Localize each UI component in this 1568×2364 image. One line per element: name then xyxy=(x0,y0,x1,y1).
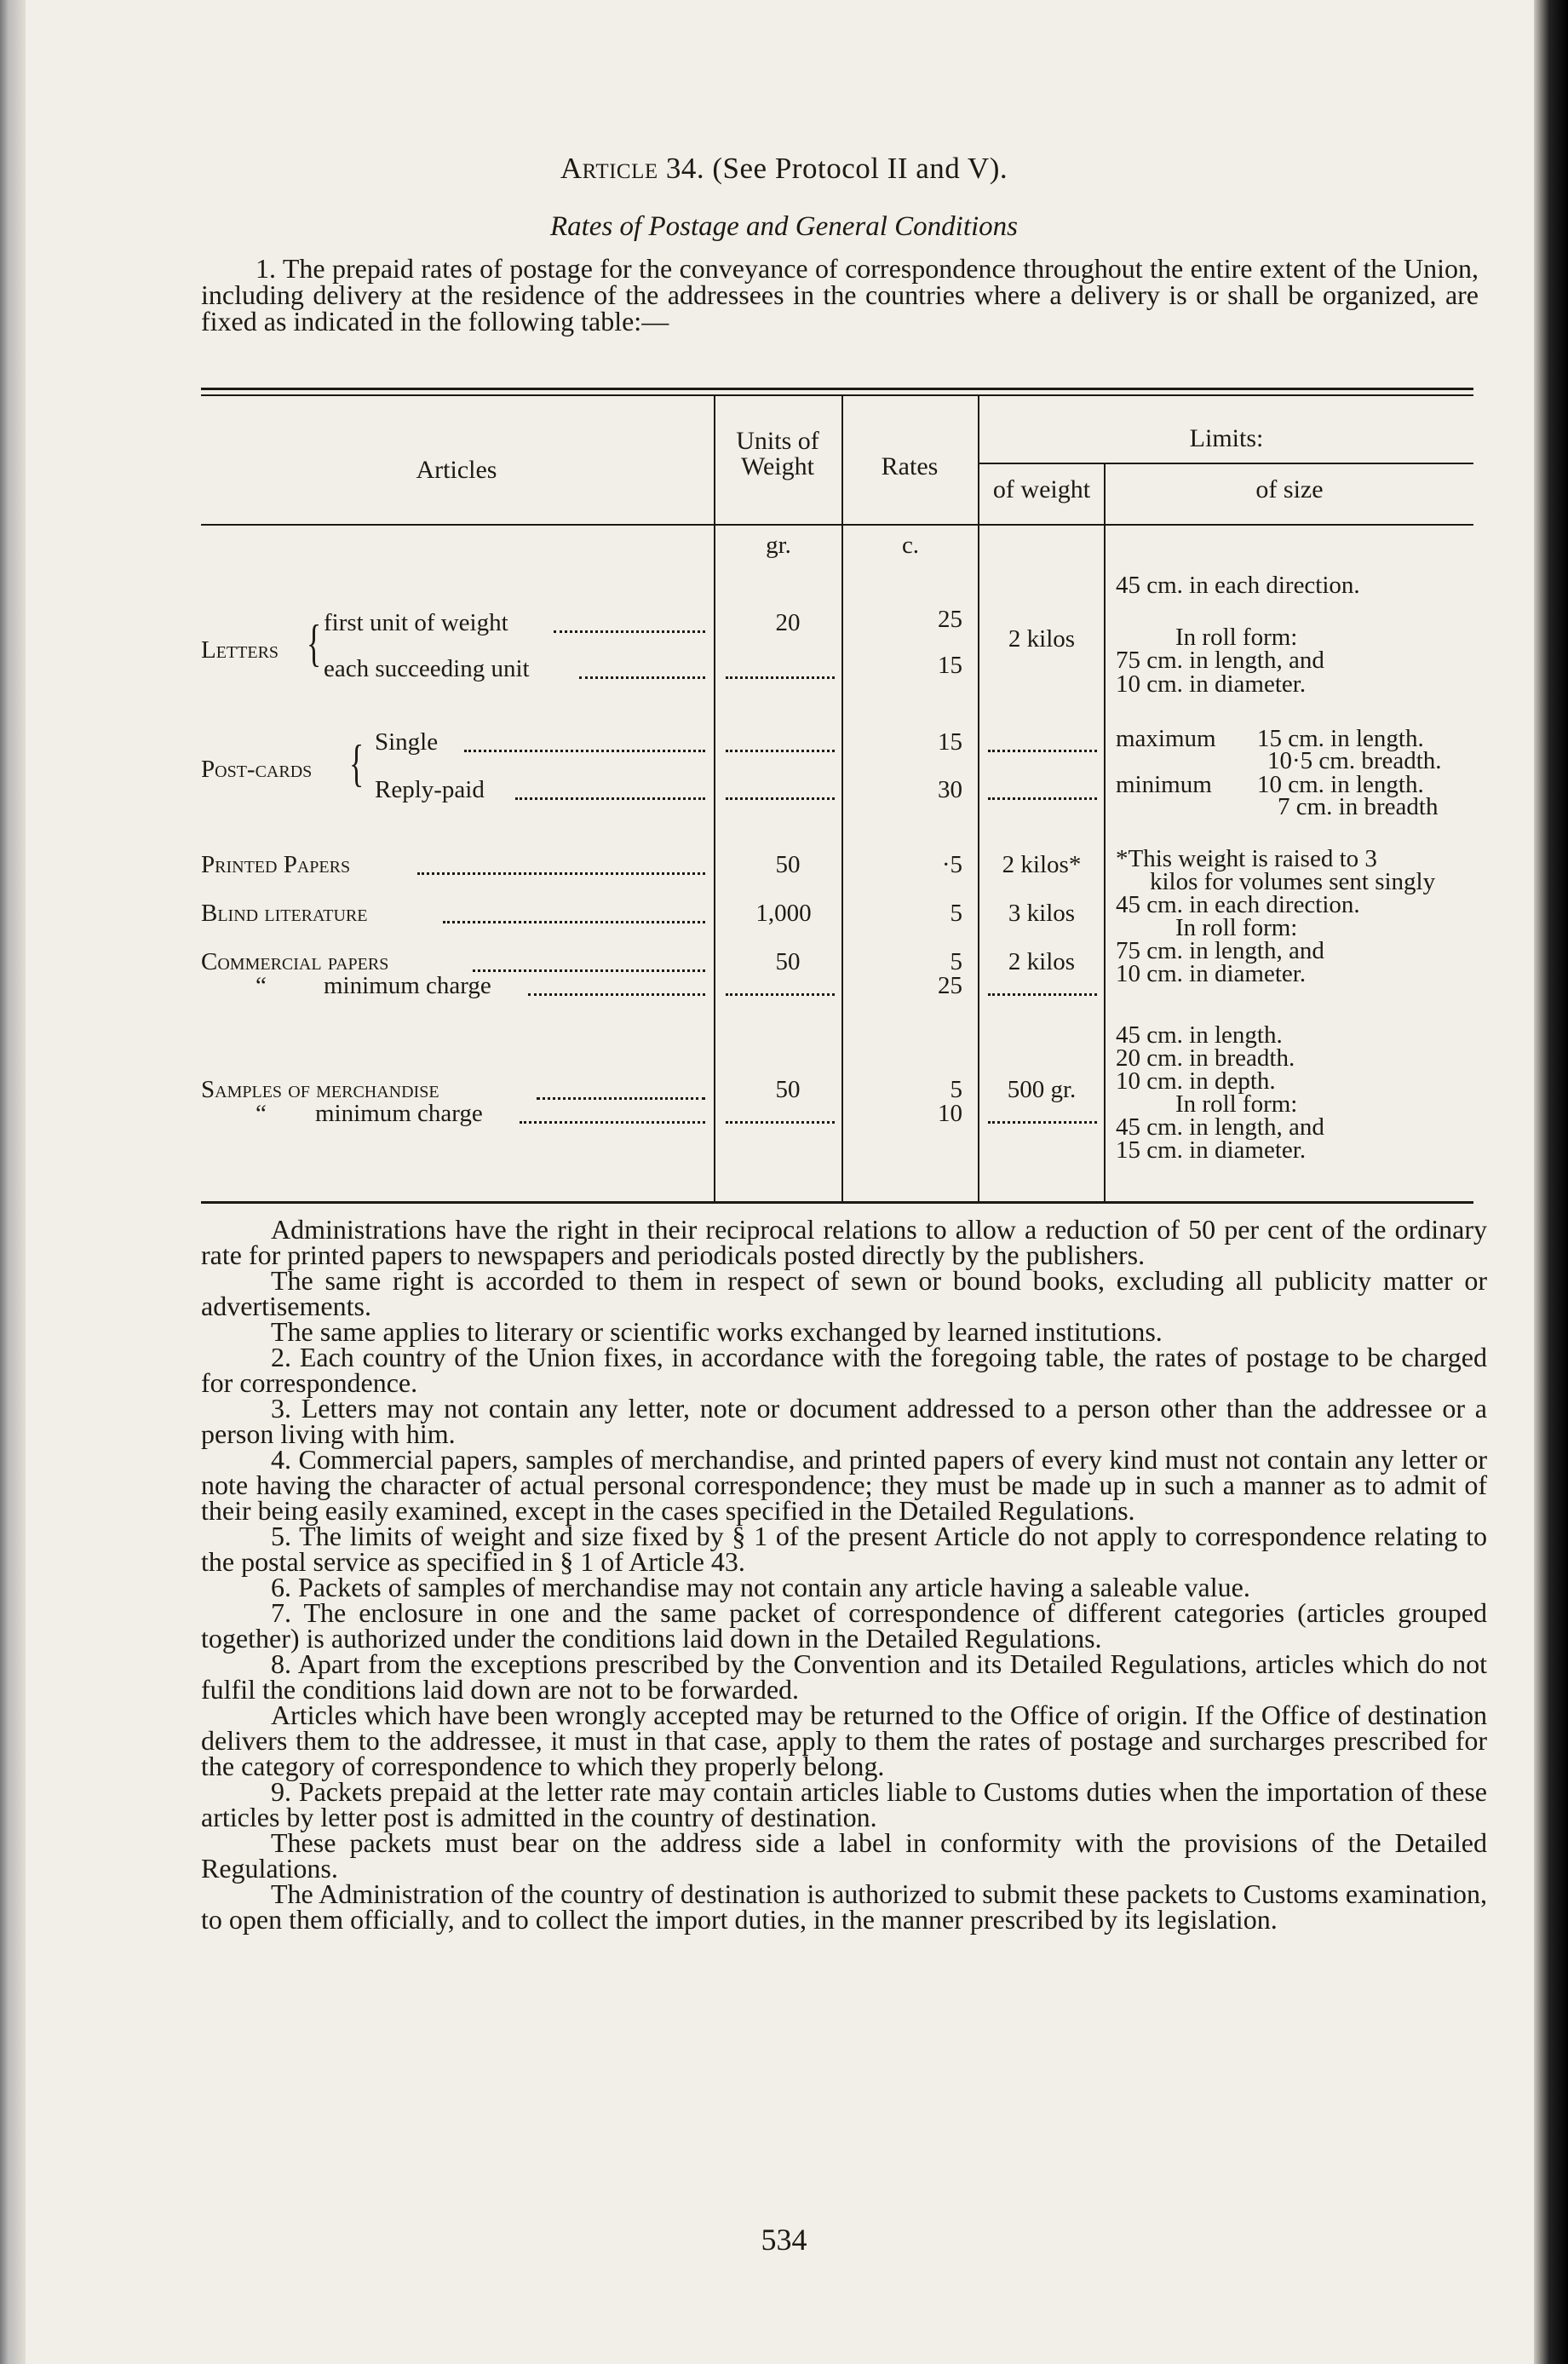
leader-dots xyxy=(726,750,835,752)
header-units: Units of Weight xyxy=(736,427,819,480)
printed-size-5: 75 cm. in length, and xyxy=(1116,937,1324,964)
article-number: 34. xyxy=(665,152,705,185)
printed-size-1: *This weight is raised to 3 xyxy=(1116,845,1377,872)
leader-dots xyxy=(988,750,1097,752)
header-bottom-rule xyxy=(201,524,1473,526)
postcards-min-2: 7 cm. in breadth xyxy=(1278,793,1439,820)
table-top-rule-inner xyxy=(201,394,1473,396)
leader-dots xyxy=(520,1121,705,1124)
commercial-min-rate: 25 xyxy=(938,972,962,999)
header-of-weight: of weight xyxy=(992,475,1091,503)
paragraph: 9. Packets prepaid at the letter rate may contain articles liable to Customs duties when the importation of these articles by letter post is admitted in the country of destination. xyxy=(201,1776,1487,1832)
page-edge-left xyxy=(0,0,26,2364)
letters-size-1: 45 cm. in each direction. xyxy=(1116,572,1360,599)
postcards-max-2: 10·5 cm. breadth. xyxy=(1267,747,1442,774)
table-top-rule xyxy=(201,388,1473,390)
letters-first-unit: first unit of weight xyxy=(324,609,508,636)
samples-size-3: 10 cm. in depth. xyxy=(1116,1067,1276,1095)
commercial-label: Commercial papers xyxy=(201,948,389,975)
printed-label: Printed Papers xyxy=(201,851,351,878)
letters-size-3: 75 cm. in length, and xyxy=(1116,647,1324,674)
printed-rate: ·5 xyxy=(941,851,962,878)
page-number: 534 xyxy=(761,2223,807,2257)
letters-size-2: In roll form: xyxy=(1175,624,1298,651)
header-limits: Limits: xyxy=(1189,424,1264,452)
samples-size-5: 45 cm. in length, and xyxy=(1116,1113,1324,1141)
leader-dots xyxy=(528,993,705,996)
page-edge-right xyxy=(1534,0,1568,2364)
samples-minimum: minimum charge xyxy=(315,1100,483,1127)
paragraph: The Administration of the country of destination is authorized to submit these packets to Customs examination, to open them officially, and to collect the import duties, in the manner prescribed by its legislation. xyxy=(201,1878,1487,1935)
leader-dots xyxy=(473,969,705,972)
letters-brace: { xyxy=(307,615,322,671)
leader-dots xyxy=(417,872,705,875)
body-text xyxy=(201,1214,1487,1935)
paragraph: 5. The limits of weight and size fixed by § 1 of the present Article do not apply to correspondence relating to the postal service as specified in § 1 of Article 43. xyxy=(201,1521,1487,1577)
postcards-single: Single xyxy=(375,728,439,756)
paragraph: 7. The enclosure in one and the same packet of correspondence of different categories (articles grouped together) is authorized under the conditions laid down in the Detailed Regulations. xyxy=(201,1597,1487,1654)
printed-units: 50 xyxy=(775,851,801,878)
printed-weight: 2 kilos* xyxy=(1002,851,1082,878)
commercial-units: 50 xyxy=(775,948,801,975)
paragraph: 4. Commercial papers, samples of merchandise, and printed papers of every kind must not contain any letter or note having the character of actual personal correspondence; they must be made up in such a manner as to admit of their being easily examined, except in the cases specified in the Detailed Regulations. xyxy=(201,1444,1487,1526)
paragraph: The same right is accorded to them in respect of sewn or bound books, excluding all publicity matter or advertisements. xyxy=(201,1265,1487,1321)
leader-dots xyxy=(988,993,1097,996)
postcards-minimum: minimum xyxy=(1116,771,1212,798)
blind-units: 1,000 xyxy=(755,900,812,927)
commercial-rate: 5 xyxy=(950,948,962,975)
letters-label: Letters xyxy=(201,636,279,664)
samples-weight: 500 gr. xyxy=(1007,1076,1077,1103)
postcards-maximum: maximum xyxy=(1116,725,1216,752)
blind-label: Blind literature xyxy=(201,900,368,927)
letters-first-units: 20 xyxy=(775,609,801,636)
article-label: Article xyxy=(560,152,658,185)
leader-dots xyxy=(726,993,835,996)
article-reference: (See Protocol II and V). xyxy=(712,152,1008,185)
paragraph: Administrations have the right in their reciprocal relations to allow a reduction of 50 per cent of the ordinary rate for printed papers to newspapers and periodicals posted directly by the publishers. xyxy=(201,1214,1487,1270)
paragraph: 6. Packets of samples of merchandise may not contain any article having a saleable value. xyxy=(271,1572,1250,1602)
units-heading: gr. xyxy=(766,532,791,559)
samples-size-2: 20 cm. in breadth. xyxy=(1116,1044,1295,1072)
blind-weight: 3 kilos xyxy=(1008,900,1076,927)
postcards-max-1: 15 cm. in length. xyxy=(1257,725,1424,752)
col-divider-size xyxy=(1104,464,1106,1201)
paragraph: 3. Letters may not contain any letter, note or document addressed to a person other than the addressee or a person living with him. xyxy=(201,1393,1487,1449)
header-articles: Articles xyxy=(416,456,497,484)
samples-min-rate: 10 xyxy=(938,1100,962,1127)
paragraph: The same applies to literary or scientific works exchanged by learned institutions. xyxy=(271,1316,1163,1347)
paragraph: 2. Each country of the Union fixes, in accordance with the foregoing table, the rates of postage to be charged for correspondence. xyxy=(201,1342,1487,1398)
col-divider-units xyxy=(714,396,715,1201)
section-subtitle: Rates of Postage and General Conditions xyxy=(549,211,1019,242)
postcards-brace: { xyxy=(349,735,365,791)
article-heading xyxy=(0,152,1568,186)
samples-size-6: 15 cm. in diameter. xyxy=(1116,1136,1307,1164)
paragraph: Articles which have been wrongly accepted may be returned to the Office of origin. If the Office of destination delivers them to the addressee, it must in that case, apply to them the rates of postage and surcharges prescribed for the category of correspondence to which they properly belong. xyxy=(201,1700,1487,1781)
postcards-reply-rate: 30 xyxy=(938,776,962,803)
leader-dots xyxy=(988,797,1097,800)
leader-dots xyxy=(726,797,835,800)
printed-size-6: 10 cm. in diameter. xyxy=(1116,960,1307,987)
leader-dots xyxy=(515,797,705,800)
leader-dots xyxy=(537,1097,705,1100)
postcards-min-1: 10 cm. in length. xyxy=(1257,771,1424,798)
paragraph: These packets must bear on the address side a label in conformity with the provisions of the Detailed Regulations. xyxy=(201,1827,1487,1884)
leader-dots xyxy=(726,676,835,679)
postcards-single-rate: 15 xyxy=(938,728,962,756)
leader-dots xyxy=(554,630,705,633)
leader-dots xyxy=(579,676,705,679)
letters-weight-limit: 2 kilos xyxy=(1008,625,1076,653)
samples-size-4: In roll form: xyxy=(1175,1090,1298,1118)
leader-dots xyxy=(726,1121,835,1124)
leader-dots xyxy=(443,921,705,923)
intro-paragraph: 1. The prepaid rates of postage for the conveyance of correspondence throughout the entire extent of the Union, including delivery at the residence of the addressees in the countries where a delivery is or shall be organized, are fixed as indicated in the following table:— xyxy=(201,253,1479,336)
printed-size-2: kilos for volumes sent singly xyxy=(1150,868,1436,895)
header-rates: Rates xyxy=(881,452,939,480)
leader-dots xyxy=(988,1121,1097,1124)
header-of-size: of size xyxy=(1255,475,1324,503)
samples-ditto: “ xyxy=(256,1100,267,1127)
printed-size-4: In roll form: xyxy=(1175,914,1298,941)
blind-rate: 5 xyxy=(950,900,962,927)
col-divider-rates xyxy=(841,396,843,1201)
letters-succeeding-unit: each succeeding unit xyxy=(324,655,530,682)
commercial-ditto: “ xyxy=(256,972,267,999)
letters-size-4: 10 cm. in diameter. xyxy=(1116,670,1307,698)
commercial-weight: 2 kilos xyxy=(1008,948,1076,975)
commercial-minimum: minimum charge xyxy=(324,972,491,999)
leader-dots xyxy=(464,750,705,752)
letters-first-rate: 25 xyxy=(938,606,962,633)
samples-units: 50 xyxy=(775,1076,801,1103)
samples-size-1: 45 cm. in length. xyxy=(1116,1021,1283,1049)
rates-heading: c. xyxy=(901,532,920,559)
paragraph: 8. Apart from the exceptions prescribed by the Convention and its Detailed Regulations, articles which do not fulfil the conditions laid down are not to be forwarded. xyxy=(201,1648,1487,1705)
samples-label: Samples of merchandise xyxy=(201,1076,439,1103)
postcards-label: Post-cards xyxy=(201,756,313,783)
table-bottom-rule xyxy=(201,1201,1473,1204)
postcards-reply: Reply-paid xyxy=(375,776,485,803)
limits-subrule xyxy=(979,463,1473,464)
printed-size-3: 45 cm. in each direction. xyxy=(1116,891,1360,918)
samples-rate: 5 xyxy=(950,1076,962,1103)
letters-succeeding-rate: 15 xyxy=(938,652,962,679)
